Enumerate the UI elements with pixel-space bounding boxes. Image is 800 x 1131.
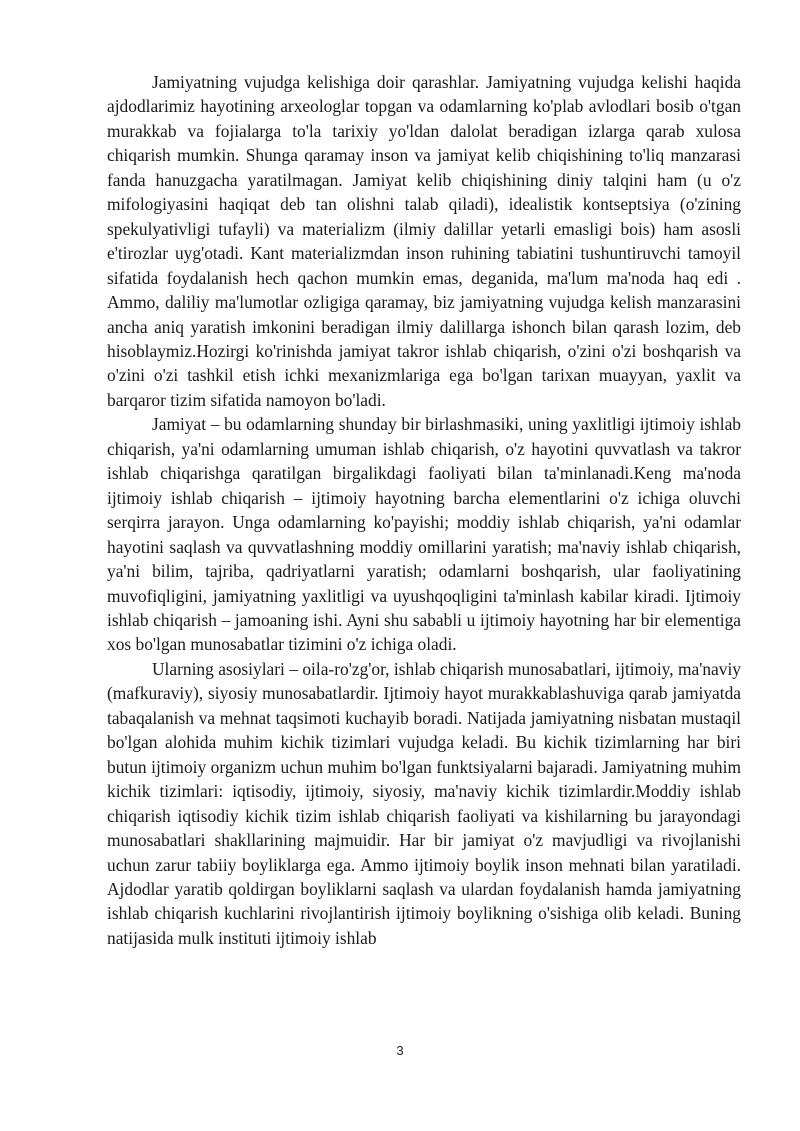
paragraph-society-subsystems: Ularning asosiylari – oila-ro'zg'or, ishlab chiqarish munosabatlari, ijtimoiy, ma'naviy (mafkuraviy), siyosiy munosabatlardir. Ijtimoiy hayot murakkablashuviga qarab jamiyatda tabaqalanish va mehnat taqsimoti kuchayib boradi. Natijada jamiyatning nisbatan mustaqil bo'lgan alohida muhim kichik tizimlari vujudga keladi. Bu kichik tizimlarning har biri butun ijtimoiy organizm uchun muhim bo'lgan funktsiyalarni bajaradi. Jamiyatning muhim kichik tizimlari: iqtisodiy, ijtimoiy, siyosiy, ma'naviy kichik tizimlardir.Moddiy ishlab chiqarish iqtisodiy kichik tizim ishlab chiqarish faoliyati va kishilarning bu jarayondagi munosabatlari shakllarining majmuidir. Har bir jamiyat o'z mavjudligi va rivojlanishi uchun zarur tabiiy boyliklarga ega. Ammo ijtimoiy boylik inson mehnati bilan yaratiladi. Ajdodlar yaratib qoldirgan boyliklarni saqlash va ulardan foydalanish hamda jamiyatning ishlab chiqarish kuchlarini rivojlantirish ijtimoiy boylikning o'sishiga olib keladi. Buning natijasida mulk instituti ijtimoiy ishlab — [107, 658, 741, 948]
paragraph-society-definition: Jamiyat – bu odamlarning shunday bir birlashmasiki, uning yaxlitligi ijtimoiy ishlab chiqarish, ya'ni odamlarning umuman ishlab chiqarish, o'z hayotini quvvatlash va takror ishlab chiqarishga qaratilgan birgalikdagi faoliyati bilan ta'minlanadi.Keng ma'noda ijtimoiy ishlab chiqarish – ijtimoiy hayotning barcha elementlarini o'z ichiga oluvchi serqirra jarayon. Unga odamlarning ko'payishi; moddiy ishlab chiqarish, ya'ni odamlar hayotini saqlash va quvvatlashning moddiy omillarini yaratish; ma'naviy ishlab chiqarish, ya'ni bilim, tajriba, qadriyatlarni yaratish; odamlarni boshqarish, ular faoliyatining muvofiqligini, jamiyatning yaxlitligi va uyushqoqligini ta'minlash kabilar kiradi. Ijtimoiy ishlab chiqarish – jamoaning ishi. Ayni shu sababli u ijtimoiy hayotning har bir elementiga xos bo'lgan munosabatlar tizimini o'z ichiga oladi. — [107, 414, 741, 655]
document-body — [107, 70, 741, 950]
page-number: 3 — [396, 1043, 404, 1058]
paragraph-society-origin: Jamiyatning vujudga kelishiga doir qarashlar. Jamiyatning vujudga kelishi haqida ajdodlarimiz hayotining arxeologlar topgan va odamlarning ko'plab avlodlari bosib o'tgan murakkab va fojialarga to'la tarixiy yo'ldan dalolat beradigan izlarga qarab xulosa chiqarish mumkin. Shunga qaramay inson va jamiyat kelib chiqishining to'liq manzarasi fanda hanuzgacha yaratilmagan. Jamiyat kelib chiqishining diniy talqini ham (u o'z mifologiyasini haqiqat deb tan olishni talab qiladi), idealistik kontseptsiya (o'zining spekulyativligi tufayli) va materializm (ilmiy dalillar yetarli emasligi bois) ham asosli e'tirozlar uyg'otadi. Kant materializmdan inson ruhining tabiatini tushuntiruvchi tamoyil sifatida foydalanish hech qachon mumkin emas, deganida, ma'lum ma'noda haq edi . Ammo, daliliy ma'lumotlar ozligiga qaramay, biz jamiyatning vujudga kelish manzarasini ancha aniq yaratish imkonini beradigan ilmiy dalillarga ishonch bilan qarash lozim, deb hisoblaymiz.Hozirgi ko'rinishda jamiyat takror ishlab chiqarish, o'zini o'zi boshqarish va o'zini o'zi tashkil etish ichki mexanizmlariga ega bo'lgan tarixan muayyan, yaxlit va barqaror tizim sifatida namoyon bo'ladi. — [107, 72, 741, 410]
